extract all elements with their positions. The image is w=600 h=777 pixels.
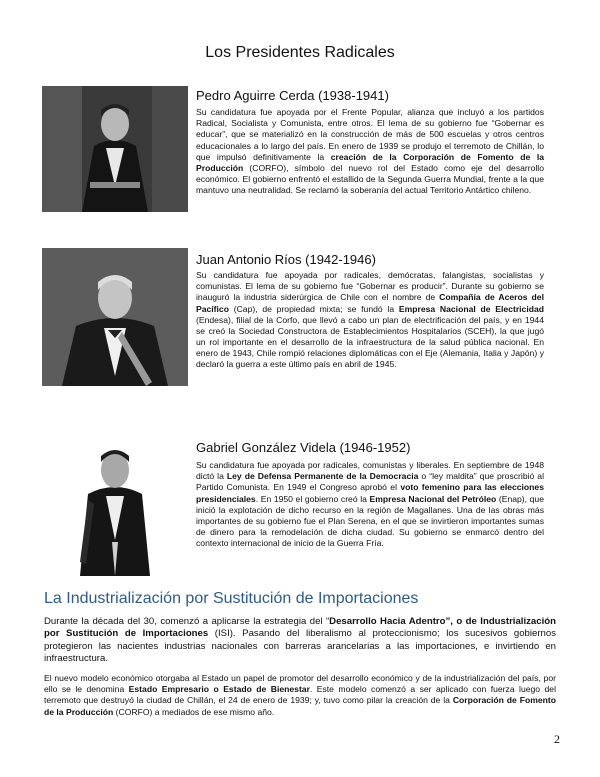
president-description — [196, 107, 544, 196]
text-run: Su candidatura fue apoyada por radicales, comunistas y liberales. En septiembre de 1948 dictó la — [196, 460, 544, 482]
text-run: (ISI). Pasando del liberalismo al proteccionismo; los sucesivos gobiernos protegieron las nacientes industrias nacionales con barreras arancelarias a las importaciones, e invirtiendo en infraestructura. — [44, 628, 556, 665]
portrait-image — [42, 248, 188, 386]
portrait-photo-rios — [42, 248, 188, 386]
bold-term: Compañía de Aceros del Pacífico — [196, 292, 544, 314]
president-description — [196, 270, 544, 371]
text-run: (Endesa), filial de la Corfo, que llevó a cabo un plan de electrificación del país, y en 1944 se creó la Sociedad Constructora de Establecimientos Hospitalarios (SCEH), la que jugó un rol importante en el desarrollo de la infraestructura de la salud pública nacional. En enero de 1943, Chile rompió relaciones diplomáticas con el Eje (Alemania, Italia y Japón) y declaró la guerra a este último país en abril de 1945. — [196, 314, 544, 370]
bold-term: creación de la Corporación de Fomento de la Producción — [196, 151, 544, 173]
section-paragraph — [44, 673, 556, 718]
bold-term: Empresa Nacional de Electricidad — [398, 303, 544, 314]
text-run: Durante la década del 30, comenzó a aplicarse la estrategia del “ — [44, 616, 330, 627]
bold-term: Desarrollo Hacia Adentro”, o de Industrialización por Sustitución de Importaciones — [44, 616, 556, 640]
president-heading: Gabriel González Videla (1946-1952) — [196, 440, 411, 455]
page-title: Los Presidentes Radicales — [205, 44, 395, 61]
text-run: Su candidatura fue apoyada por el Frente Popular, alianza que incluyó a los partidos Radical, Socialista y Comunista, entre otros. El lema de su gobierno fue “Gobernar es educar”, que se materializó en la construcción de más de 500 escuelas y otros centros educacionales a lo largo del país. En enero de 1939 se produjo el terremoto de Chillán, lo que impulsó definitivamente la — [196, 107, 544, 162]
section-paragraph — [44, 616, 556, 666]
text-run: . Este modelo comenzó a ser aplicado con fuerza luego del terremoto que destruyó la ciudad de Chillán, el 24 de enero de 1939; y, tuvo como pilar la creación de la — [44, 684, 556, 706]
bold-term: Empresa Nacional del Petróleo — [369, 493, 497, 504]
text-run: . En 1950 el gobierno creó la — [255, 493, 370, 504]
president-heading: Pedro Aguirre Cerda (1938-1941) — [196, 88, 389, 103]
bold-term: Estado Empresario o Estado de Bienestar — [128, 684, 310, 695]
text-run: (Cap), de propiedad mixta; se fundó la — [228, 303, 399, 314]
page-number: 2 — [554, 732, 560, 746]
bold-term: Ley de Defensa Permanente de la Democracia — [226, 471, 419, 482]
text-run: (CORFO) a mediados de ese mismo año. — [113, 706, 275, 717]
text-run: Su candidatura fue apoyada por radicales, demócratas, falangistas, socialistas y comunistas. El lema de su gobierno fue “Gobernar es producir”. Durante su gobierno se inauguró la industria siderúrgica de Chile con el nombre de — [196, 270, 544, 303]
bold-term: Corporación de Fomento de la Producción — [44, 695, 556, 717]
text-run: El nuevo modelo económico otorgaba al Estado un papel de promotor del desarrollo económico y de la industrialización del país, por ello se le denomina — [44, 673, 556, 695]
president-description — [196, 460, 544, 549]
text-run: o “ley maldita” que proscribió al Partido Comunista. En 1949 el Congreso aprobó el — [196, 471, 544, 493]
section-title: La Industrialización por Sustitución de Importaciones — [44, 590, 419, 607]
president-heading: Juan Antonio Ríos (1942-1946) — [196, 252, 376, 267]
text-run: (CORFO), símbolo del nuevo rol del Estado como eje del desarrollo económico. El gobierno enfrentó el estallido de la Segunda Guerra Mundial, frente a la que mantuvo una neutralidad. Se reclamó la soberanía del actual Territorio Antártico chileno. — [196, 162, 544, 196]
portrait-image — [42, 86, 188, 212]
portrait-photo-aguirre-cerda — [42, 86, 188, 212]
portrait-photo-gonzalez-videla — [42, 430, 188, 576]
portrait-image — [42, 430, 188, 576]
bold-term: voto femenino para las elecciones presidenciales — [196, 482, 544, 504]
text-run: (Enap), que inició la explotación de dicho recurso en la región de Magallanes. Una de las obras más importantes de su gobierno fue el Plan Serena, en el que se invirtieron importantes sumas de dinero para la remodelación de dicha ciudad. Su gobierno se enmarcó dentro del contexto internacional de inicio de la Guerra Fría. — [196, 493, 544, 549]
